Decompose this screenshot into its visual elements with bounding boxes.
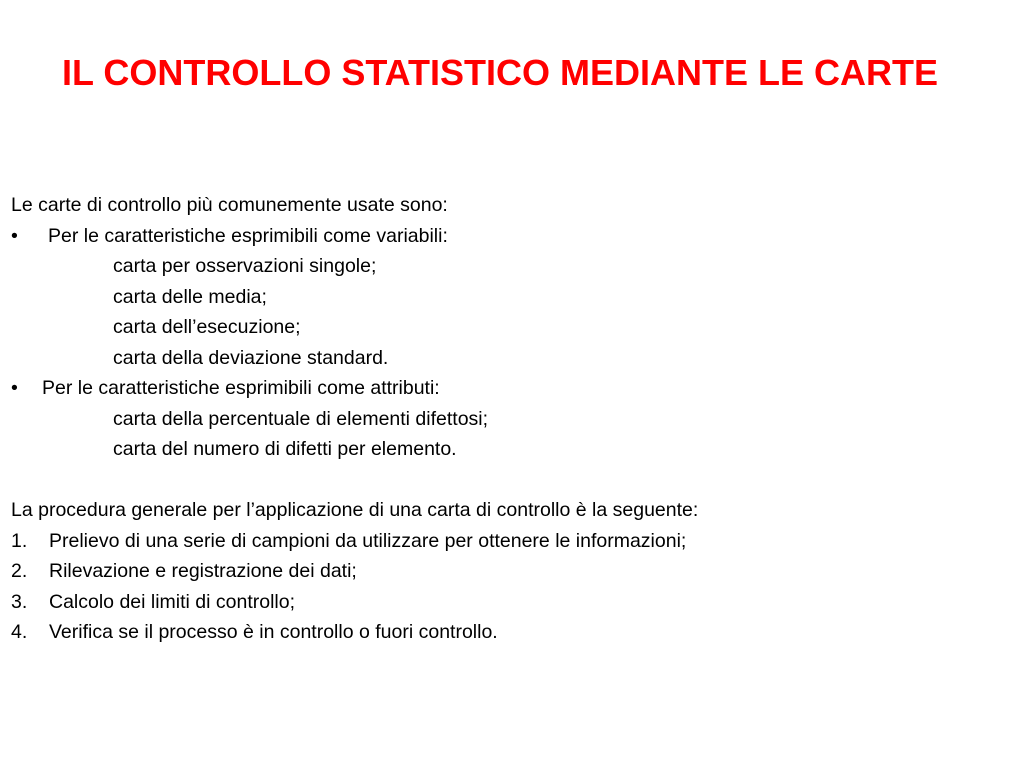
bullet-label: Per le caratteristiche esprimibili come attributi: [42, 377, 440, 399]
bullet-icon: • [11, 377, 18, 399]
numbered-step [11, 587, 1011, 618]
bullet-label: Per le caratteristiche esprimibili come variabili: [48, 224, 448, 247]
sub-item: carta delle media; [113, 285, 267, 308]
step-text: Rilevazione e registrazione dei dati; [49, 560, 357, 582]
sub-item: carta del numero di difetti per elemento. [113, 438, 457, 460]
intro-text: Le carte di controllo più comunemente usate sono: [11, 194, 448, 216]
sub-item: carta della deviazione standard. [113, 346, 389, 369]
step-number: 1. [11, 529, 28, 552]
step-text: Prelievo di una serie di campioni da utilizzare per ottenere le informazioni; [49, 529, 687, 552]
step-text: Verifica se il processo è in controllo o fuori controllo. [49, 621, 498, 643]
slide-body [11, 190, 1011, 648]
sub-item: carta dell’esecuzione; [113, 316, 301, 338]
step-number: 3. [11, 590, 28, 613]
numbered-step [11, 526, 1011, 557]
bullet-item-attributes [11, 373, 1011, 404]
numbered-step [11, 617, 1011, 648]
spacer [11, 465, 1011, 496]
slide-title: IL CONTROLLO STATISTICO MEDIANTE LE CARTE [62, 52, 938, 93]
bullet-item-variables [11, 221, 1011, 252]
procedure-intro: La procedura generale per l’applicazione di una carta di controllo è la seguente: [11, 499, 699, 521]
step-text: Calcolo dei limiti di controllo; [49, 590, 296, 613]
numbered-step [11, 556, 1011, 587]
step-number: 2. [11, 560, 28, 582]
step-number: 4. [11, 621, 28, 643]
bullet-icon: • [11, 224, 18, 247]
sub-item: carta per osservazioni singole; [113, 255, 377, 277]
sub-item: carta della percentuale di elementi difettosi; [113, 407, 489, 430]
